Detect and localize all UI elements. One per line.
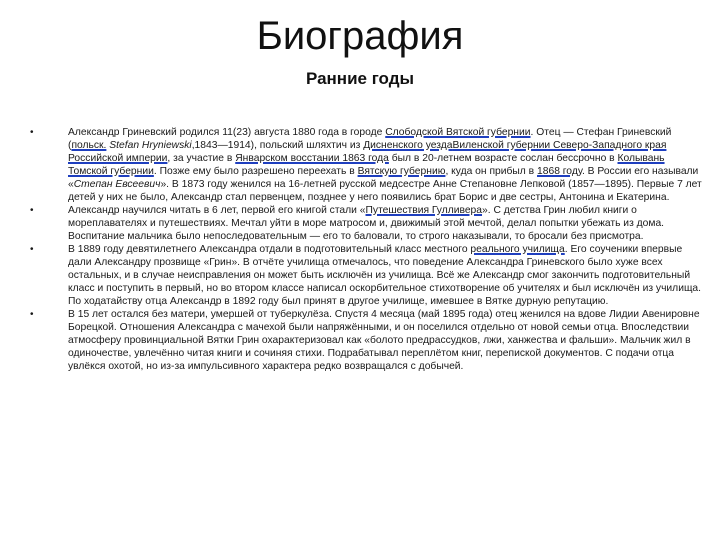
italic-name: Stefan Hryniewski [109, 140, 192, 151]
link-realnoe-uchilishche[interactable]: реального училища [470, 244, 565, 255]
bullet-list [30, 126, 702, 373]
paragraph-text: . Отец — Стефан Гриневский ( [68, 127, 672, 151]
bullet-item [30, 126, 702, 204]
paragraph-text: , куда он прибыл в [445, 166, 538, 177]
bullet-item [30, 308, 702, 373]
bullet-dot-icon: • [30, 244, 34, 255]
link-kolyvan[interactable]: Колывань Томской губернии [68, 153, 665, 177]
link-disna-uezd[interactable]: Дисненского уезда [363, 140, 453, 151]
paragraph-text: . В России его называли « [68, 166, 699, 190]
paragraph-text: . Позже ему было разрешено переехать в [153, 166, 358, 177]
link-polish[interactable]: польск. [71, 140, 107, 151]
bullet-dot-icon: • [30, 127, 34, 138]
link-vilna-guberniya[interactable]: Виленской губернии Северо-Западного края Российской империи [68, 140, 667, 164]
link-gulliver[interactable]: Путешествия Гулливера [365, 205, 483, 216]
bullet-item [30, 204, 702, 243]
bullet-dot-icon: • [30, 309, 34, 320]
link-vyatka-guberniya[interactable]: Вятскую губернию [357, 166, 446, 177]
paragraph-text: ». С детства Грин любил книги о мореплавателях и путешествиях. Мечтал уйти в море матросом и, движимый этой мечтой, делал попытки убежать из дома. Воспитание мальчика было непоследовательным — его то баловали, то строго наказывали, то бросали без присмотра. [68, 205, 665, 242]
paragraph-text: ,1843—1914), польский шляхтич из [191, 140, 364, 151]
slide-title: Биография [256, 14, 464, 58]
paragraph-text: Александр научился читать в 6 лет, первой его книгой стали « [68, 205, 366, 216]
link-january-uprising[interactable]: Январском восстании 1863 года [235, 153, 389, 164]
link-slobodskoy[interactable]: Слободской Вятской губернии [385, 127, 531, 138]
slide-subtitle: Ранние годы [305, 69, 415, 88]
paragraph-text: В 1889 году девятилетнего Александра отдали в подготовительный класс местного [68, 244, 471, 255]
paragraph-text: . Его соученики впервые дали Александру прозвище «Грин». В отчёте училища отмечалось, что поведение Александра Гриневского было хуже всех остальных, и в случае неисправления он может быть исключён из училища. Всё же Александр смог закончить подготовительный класс и поступить в первый, но во втором классе написал оскорбительное стихотворение об учителях и был исключён из училища. По ходатайству отца Александр в 1892 году был принят в другое училище, имевшее в Вятке дурную репутацию. [68, 244, 702, 307]
bullet-dot-icon: • [30, 205, 34, 216]
paragraph-text: Александр Гриневский родился 11(23) августа 1880 года в городе [68, 127, 386, 138]
paragraph-text: В 15 лет остался без матери, умершей от туберкулёза. Спустя 4 месяца (май 1895 года) отец женился на вдове Лидии Авенировне Борецкой. Отношения Александра с мачехой были напряжёнными, и он поселился отдельно от новой семьи отца. Впоследствии атмосферу провинциальной Вятки Грин охарактеризовал как «болото предрассудков, лжи, ханжества и фальши». Мальчик жил в одиночестве, увлечённо читая книги и сочиняя стихи. Подрабатывал переплётом книг, перепиской документов. С подачи отца увлёкся охотой, но из-за импульсивного характера редко возвращался с добычей. [68, 309, 700, 372]
link-1868[interactable]: 1868 году [537, 166, 582, 177]
bullet-item [30, 243, 702, 308]
paragraph-text: был в 20-летнем возрасте сослан бессрочно в [388, 153, 618, 164]
italic-name: Степан Евсеевич [73, 179, 161, 190]
paragraph-text: ». В 1873 году женился на 16-летней русской медсестре Анне Степановне Лепковой (1857—1895). Первые 7 лет детей у них не было, Александр стал первенцем, позднее у него появились брат Борис и две сестры, Антонина и Екатерина. [68, 179, 702, 203]
paragraph-text: , за участие в [167, 153, 236, 164]
